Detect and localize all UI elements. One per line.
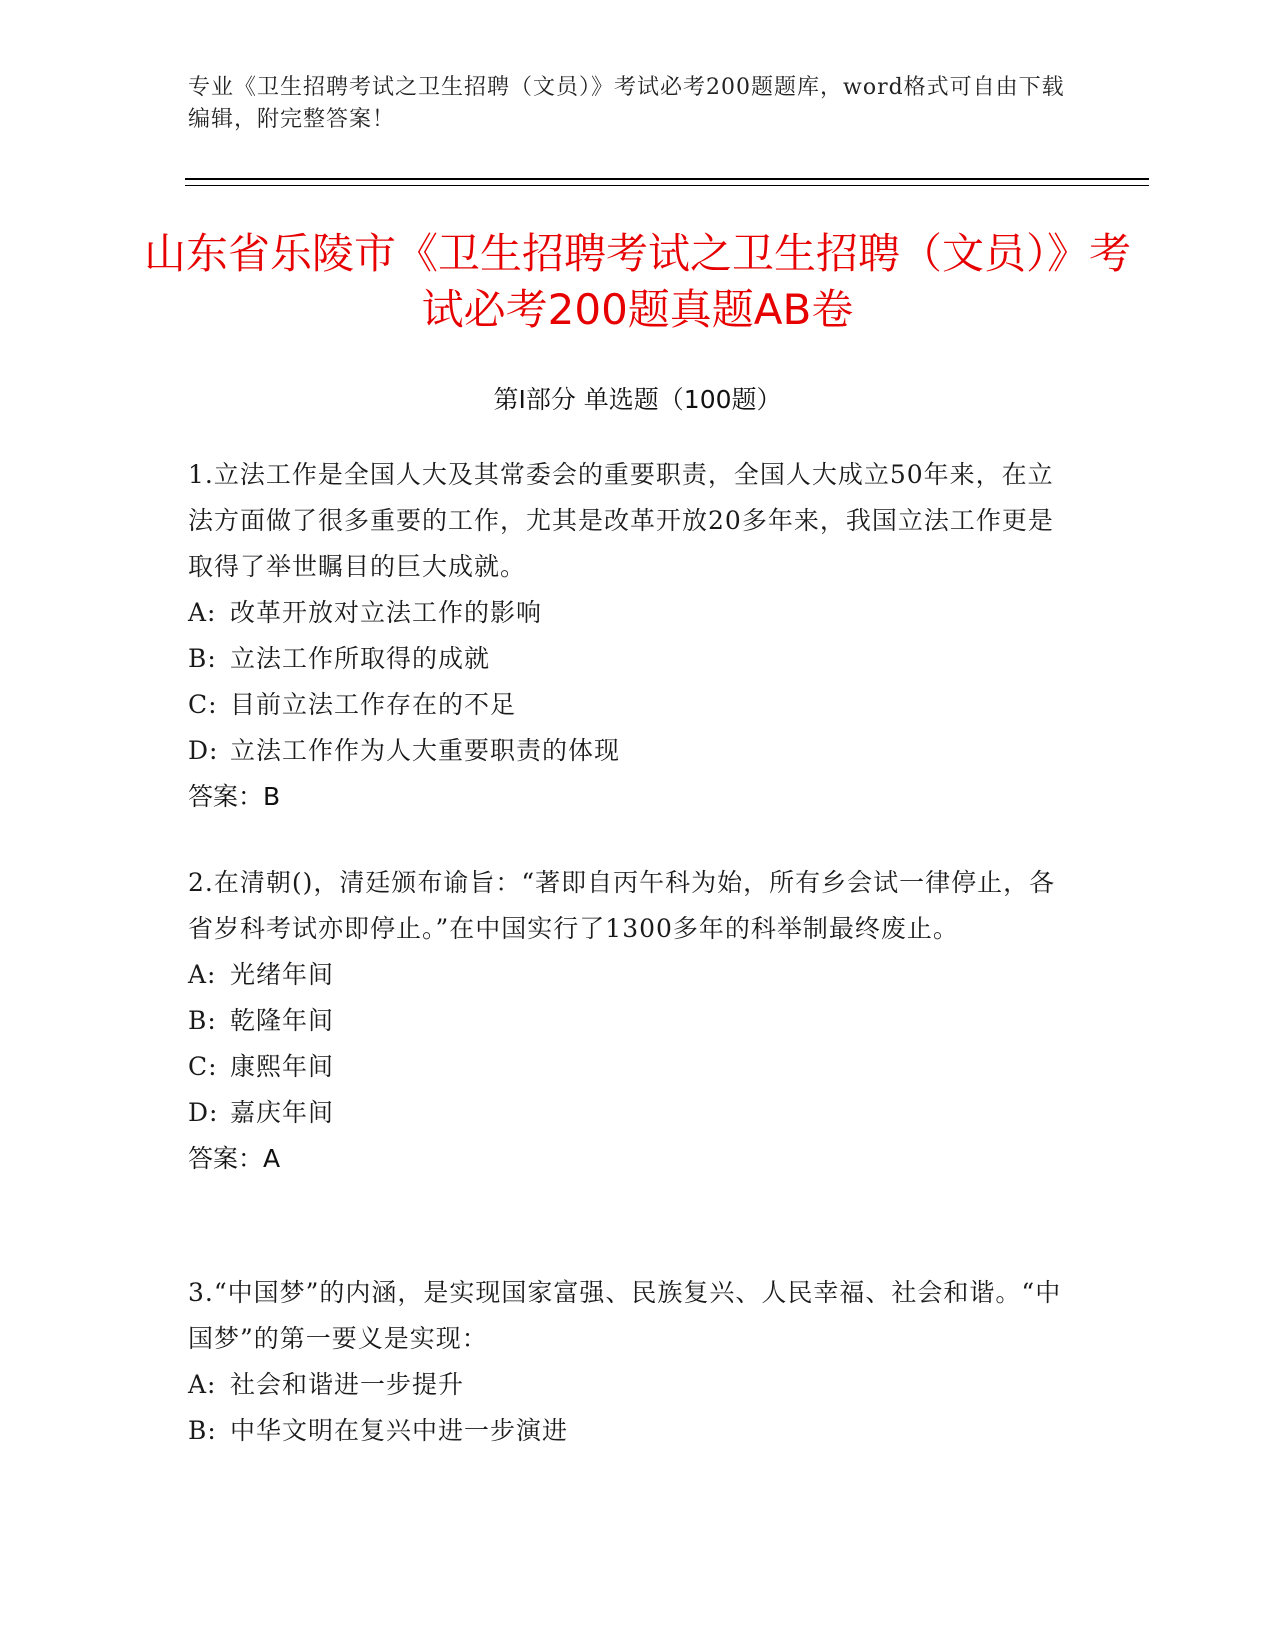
option-b — [188, 998, 1068, 1044]
option-key: A: — [188, 598, 217, 627]
option-text: 光绪年间 — [230, 960, 335, 989]
option-text: 立法工作所取得的成就 — [230, 644, 491, 673]
question-text: 1.立法工作是全国人大及其常委会的重要职责，全国人大成立50年来，在立法方面做了很多重要的工作，尤其是改革开放20多年来，我国立法工作更是取得了举世瞩目的巨大成就。 — [188, 460, 1054, 581]
option-key: C: — [188, 1052, 218, 1081]
option-text: 乾隆年间 — [230, 1006, 335, 1035]
answer-line: 答案：B — [188, 782, 281, 811]
option-key: B: — [188, 1006, 217, 1035]
header-divider-thick — [185, 178, 1149, 180]
option-a — [188, 1362, 1068, 1408]
document-title: 山东省乐陵市《卫生招聘考试之卫生招聘（文员）》考试必考200题真题AB卷 — [143, 229, 1131, 334]
option-c — [188, 1044, 1068, 1090]
header-divider-thin — [185, 185, 1149, 186]
option-a — [188, 590, 1068, 636]
option-b — [188, 636, 1068, 682]
header-note: 专业《卫生招聘考试之卫生招聘（文员）》考试必考200题题库，word格式可自由下载编辑，附完整答案！ — [188, 75, 1065, 132]
option-key: B: — [188, 644, 217, 673]
answer-line: 答案：A — [188, 1144, 281, 1173]
question-3 — [188, 1270, 1068, 1454]
option-key: D: — [188, 736, 219, 765]
option-key: A: — [188, 960, 217, 989]
option-a — [188, 952, 1068, 998]
option-text: 立法工作作为人大重要职责的体现 — [230, 736, 621, 765]
option-key: C: — [188, 690, 218, 719]
option-text: 中华文明在复兴中进一步演进 — [230, 1416, 569, 1445]
option-text: 社会和谐进一步提升 — [230, 1370, 465, 1399]
question-text: 2.在清朝()，清廷颁布谕旨：“著即自丙午科为始，所有乡会试一律停止，各省岁科考试亦即停止。”在中国实行了1300多年的科举制最终废止。 — [188, 868, 1056, 943]
option-c — [188, 682, 1068, 728]
option-text: 目前立法工作存在的不足 — [230, 690, 517, 719]
section-title: 第I部分 单选题（100题） — [493, 385, 782, 414]
option-text: 康熙年间 — [230, 1052, 335, 1081]
option-key: A: — [188, 1370, 217, 1399]
option-key: B: — [188, 1416, 217, 1445]
question-text: 3.“中国梦”的内涵，是实现国家富强、民族复兴、人民幸福、社会和谐。“中国梦”的第一要义是实现： — [188, 1278, 1062, 1353]
option-key: D: — [188, 1098, 219, 1127]
option-text: 改革开放对立法工作的影响 — [230, 598, 543, 627]
option-d — [188, 1090, 1068, 1136]
question-2 — [188, 860, 1068, 1182]
option-b — [188, 1408, 1068, 1454]
option-text: 嘉庆年间 — [230, 1098, 335, 1127]
option-d — [188, 728, 1068, 774]
question-1 — [188, 452, 1068, 820]
